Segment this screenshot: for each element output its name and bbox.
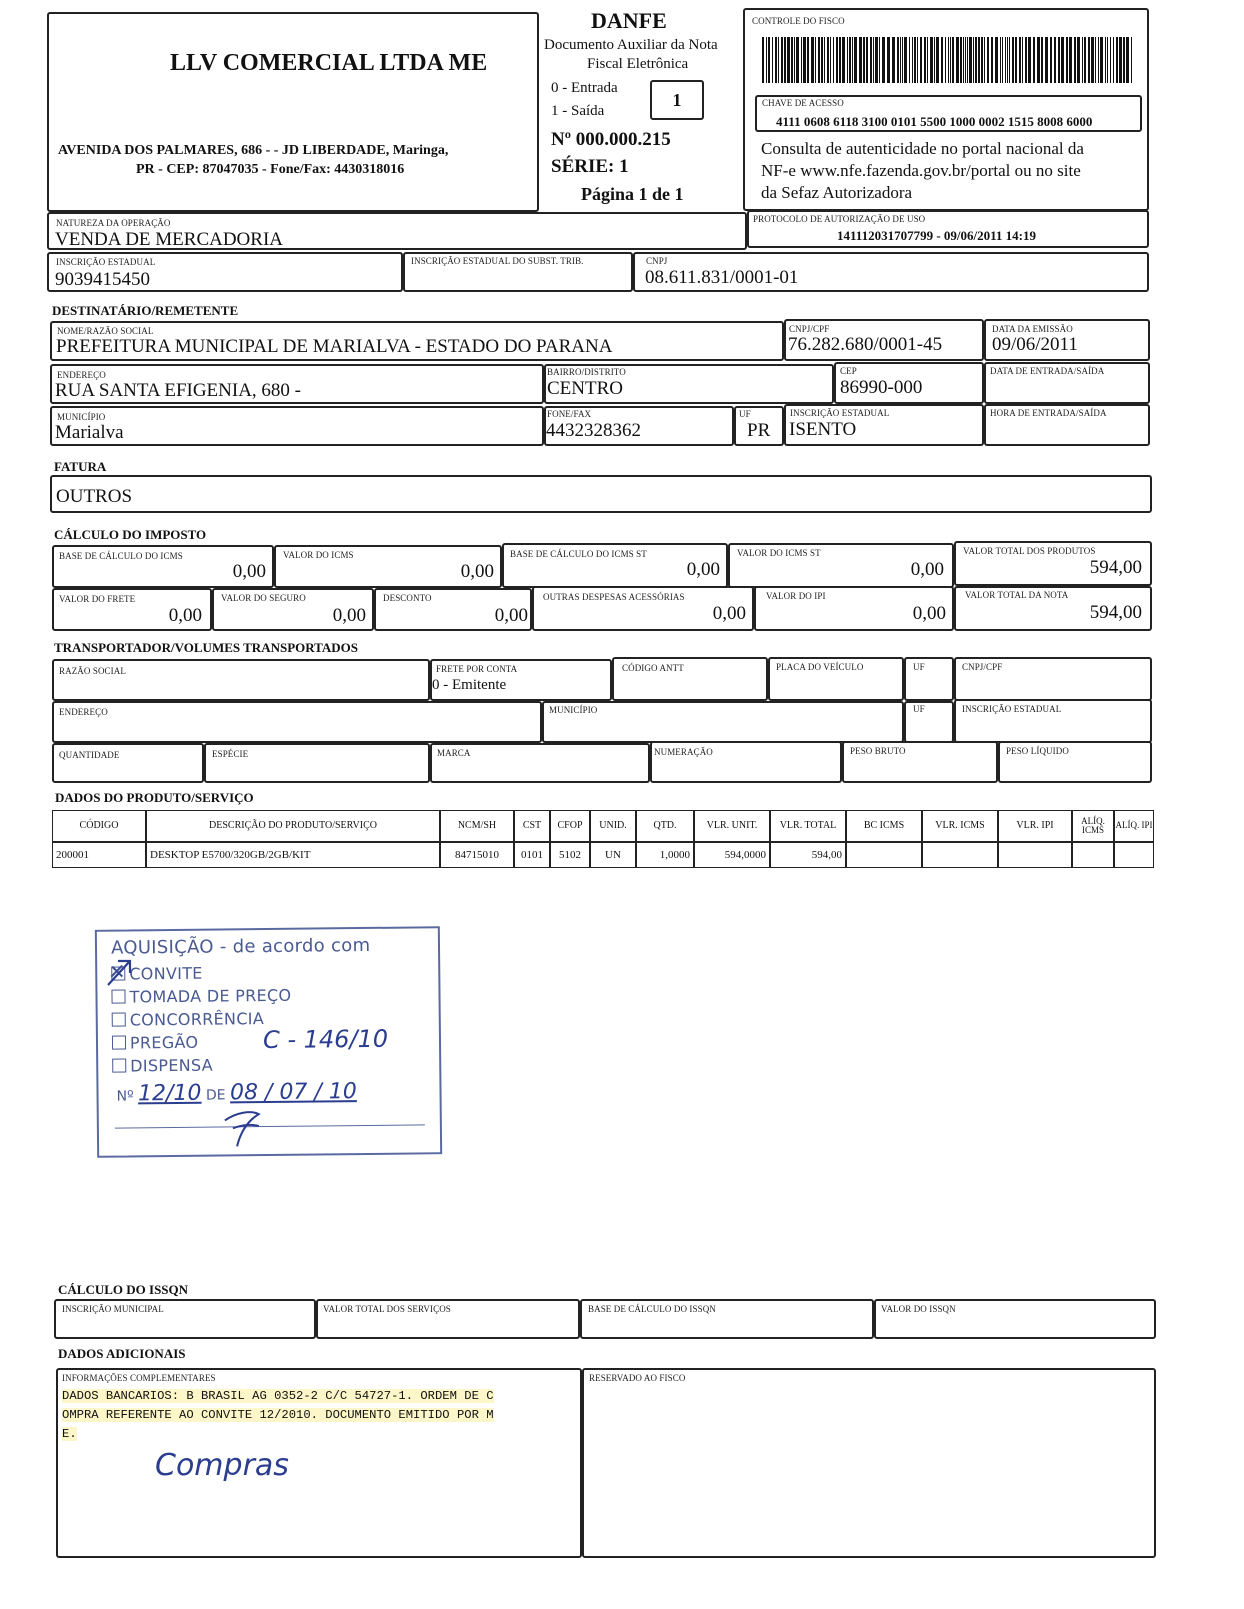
- transp-qtd-label: QUANTIDADE: [59, 750, 120, 760]
- stamp-concorrencia-label: CONCORRÊNCIA: [129, 1009, 265, 1030]
- barcode-bar: [924, 37, 926, 83]
- barcode-bar: [1058, 37, 1060, 83]
- barcode-bar: [772, 37, 773, 83]
- dest-uf-label: UF: [739, 409, 751, 419]
- issqn-servicos-label: VALOR TOTAL DOS SERVIÇOS: [323, 1304, 451, 1314]
- natureza-label: NATUREZA DA OPERAÇÃO: [56, 218, 171, 228]
- ie-st-label: INSCRIÇÃO ESTADUAL DO SUBST. TRIB.: [411, 256, 584, 266]
- barcode-bar: [1033, 37, 1035, 83]
- barcode-bar: [950, 37, 951, 83]
- adicionais-section-title: DADOS ADICIONAIS: [58, 1346, 186, 1361]
- v-prod-value: 594,00: [1089, 557, 1142, 578]
- barcode-bar: [917, 37, 918, 83]
- transp-endereco-label: ENDEREÇO: [59, 707, 108, 717]
- barcode-bar: [791, 37, 793, 83]
- barcode-bar: [762, 37, 764, 83]
- frete-value: 0,00: [168, 605, 202, 626]
- issqn-bc-label: BASE DE CÁLCULO DO ISSQN: [588, 1304, 716, 1314]
- td-aliq-icms: [1072, 842, 1114, 868]
- stamp-option-pregao: [112, 1033, 199, 1053]
- controle-fisco-label: CONTROLE DO FISCO: [752, 16, 845, 26]
- th-aliq-ipi: ALÍQ. IPI: [1114, 810, 1154, 842]
- barcode-bar: [811, 37, 814, 83]
- v-nota-value: 594,00: [1089, 602, 1142, 623]
- th-cfop: CFOP: [550, 810, 590, 842]
- reservado-fisco-label: RESERVADO AO FISCO: [589, 1373, 686, 1383]
- barcode-bar: [1131, 37, 1132, 83]
- barcode-bar: [842, 37, 845, 83]
- barcode-bar: [875, 37, 878, 83]
- barcode-bar: [833, 37, 834, 83]
- consulta-l1: Consulta de autenticidade no portal nacional da: [761, 139, 1084, 158]
- barcode-bar: [991, 37, 993, 83]
- stamp-pregao-label: PREGÃO: [129, 1032, 199, 1053]
- td-ncm: 84715010: [440, 842, 514, 868]
- dest-entsai-label: DATA DE ENTRADA/SAÍDA: [990, 366, 1105, 376]
- barcode-bar: [815, 37, 816, 83]
- barcode-bar: [803, 37, 806, 83]
- dest-cep-label: CEP: [840, 366, 857, 376]
- transp-placa-label: PLACA DO VEÍCULO: [776, 662, 864, 672]
- dest-cnpj-value: 76.282.680/0001-45: [788, 334, 943, 355]
- td-qtd: 1,0000: [636, 842, 694, 868]
- transp-municipio-label: MUNICÍPIO: [549, 705, 598, 715]
- barcode-bar: [909, 37, 910, 83]
- transporte-section-title: TRANSPORTADOR/VOLUMES TRANSPORTADOS: [54, 640, 359, 655]
- ie-label: INSCRIÇÃO ESTADUAL: [56, 257, 156, 267]
- stamp-title: AQUISIÇÃO - de acordo com: [110, 934, 371, 959]
- barcode-bar: [902, 37, 903, 83]
- v-nota-label: VALOR TOTAL DA NOTA: [965, 590, 1069, 600]
- desconto-label: DESCONTO: [383, 593, 432, 603]
- desconto-value: 0,00: [494, 605, 528, 626]
- barcode-bar: [1007, 37, 1008, 83]
- barcode-bar: [1009, 37, 1010, 83]
- destinatario-section-title: DESTINATÁRIO/REMETENTE: [52, 303, 239, 318]
- barcode-bar: [852, 37, 853, 83]
- barcode-bar: [870, 37, 872, 83]
- dest-bairro-label: BAIRRO/DISTRITO: [547, 367, 626, 377]
- stamp-de: DE: [205, 1087, 226, 1104]
- stamp-option-dispensa: [112, 1056, 213, 1076]
- v-st-label: VALOR DO ICMS ST: [737, 548, 821, 558]
- barcode-bar: [1123, 37, 1125, 83]
- barcode-bar: [969, 37, 972, 83]
- info-complementar-l1: DADOS BANCARIOS: B BRASIL AG 0352-2 C/C 54727-1. ORDEM DE C: [62, 1389, 494, 1403]
- dest-ie-value: ISENTO: [789, 419, 857, 440]
- barcode-bar: [927, 37, 928, 83]
- barcode-bar: [1050, 37, 1052, 83]
- barcode-bar: [821, 37, 823, 83]
- emitente-endereco-l2: PR - CEP: 87047035 - Fone/Fax: 4430318016: [136, 162, 405, 177]
- barcode-bar: [952, 37, 954, 83]
- transp-uf2-label: UF: [913, 704, 925, 714]
- barcode-bar: [781, 37, 783, 83]
- v-icms-label: VALOR DO ICMS: [283, 550, 354, 560]
- dest-municipio-value: Marialva: [55, 422, 124, 443]
- barcode-bar: [863, 37, 865, 83]
- checkbox-icon: [112, 1012, 126, 1026]
- barcode-bar: [920, 37, 922, 83]
- produtos-section-title: DADOS DO PRODUTO/SERVIÇO: [55, 790, 254, 805]
- imposto-section-title: CÁLCULO DO IMPOSTO: [54, 527, 207, 542]
- natureza-value: VENDA DE MERCADORIA: [55, 229, 283, 250]
- issqn-valor-label: VALOR DO ISSQN: [881, 1304, 956, 1314]
- barcode-bar: [1019, 37, 1021, 83]
- stamp-handwritten-ref: C - 146/10: [262, 1024, 389, 1055]
- dest-endereco-label: ENDEREÇO: [57, 370, 106, 380]
- reservado-fisco-box: [582, 1368, 1156, 1558]
- stamp-dispensa-label: DISPENSA: [130, 1055, 214, 1076]
- bc-st-value: 0,00: [686, 559, 720, 580]
- barcode-bar: [1105, 37, 1106, 83]
- dest-municipio-label: MUNICÍPIO: [57, 412, 106, 422]
- barcode-bar: [948, 37, 949, 83]
- th-qtd: QTD.: [636, 810, 694, 842]
- outras-value: 0,00: [712, 603, 746, 624]
- barcode-bar: [1002, 37, 1003, 83]
- transp-razao-label: RAZÃO SOCIAL: [59, 666, 126, 676]
- protocolo-value: 141112031707799 - 09/06/2011 14:19: [837, 228, 1036, 243]
- aquisicao-stamp: [95, 926, 442, 1158]
- barcode-bar: [1054, 37, 1056, 83]
- barcode-bar: [904, 37, 907, 83]
- barcode-bar: [882, 37, 885, 83]
- barcode-bar: [859, 37, 862, 83]
- transp-pl-label: PESO LÍQUIDO: [1006, 746, 1069, 756]
- barcode-bar: [914, 37, 916, 83]
- transp-especie-label: ESPÉCIE: [212, 749, 249, 759]
- th-vlr-ipi: VLR. IPI: [998, 810, 1072, 842]
- protocolo-label: PROTOCOLO DE AUTORIZAÇÃO DE USO: [753, 214, 926, 224]
- barcode-bar: [887, 37, 890, 83]
- barcode-bar: [978, 37, 980, 83]
- seguro-label: VALOR DO SEGURO: [221, 593, 306, 603]
- barcode-bar: [934, 37, 935, 83]
- fatura-section-title: FATURA: [54, 459, 107, 474]
- barcode-bar: [1045, 37, 1048, 83]
- transp-uf-box: [904, 657, 954, 701]
- barcode-bar: [936, 37, 939, 83]
- barcode-bar: [1107, 37, 1108, 83]
- bc-icms-label: BASE DE CÁLCULO DO ICMS: [59, 551, 183, 561]
- barcode-bar: [1022, 37, 1023, 83]
- danfe-tipo: 1: [672, 90, 682, 110]
- dest-municipio-box: [50, 406, 544, 446]
- ipi-label: VALOR DO IPI: [766, 591, 826, 601]
- chave-label: CHAVE DE ACESSO: [762, 98, 844, 108]
- dest-emissao-value: 09/06/2011: [992, 334, 1078, 355]
- transp-pb-label: PESO BRUTO: [850, 746, 906, 756]
- barcode-bar: [1005, 37, 1006, 83]
- barcode-bar: [1028, 37, 1031, 83]
- dest-fone-value: 4432328362: [546, 420, 641, 441]
- barcode-bar: [1077, 37, 1080, 83]
- dest-emissao-label: DATA DA EMISSÃO: [992, 324, 1073, 334]
- dest-hora-label: HORA DE ENTRADA/SAÍDA: [990, 408, 1107, 418]
- transp-qtd-box: [52, 743, 204, 783]
- barcode-bar: [995, 37, 998, 83]
- consulta-l2: NF-e www.nfe.fazenda.gov.br/portal ou no site: [761, 161, 1081, 180]
- barcode-bar: [1041, 37, 1043, 83]
- v-st-value: 0,00: [910, 559, 944, 580]
- barcode-bar: [787, 37, 790, 83]
- danfe-serie: SÉRIE: 1: [551, 156, 629, 177]
- outras-label: OUTRAS DESPESAS ACESSÓRIAS: [543, 592, 685, 602]
- dest-nome-value: PREFEITURA MUNICIPAL DE MARIALVA - ESTADO DO PARANA: [56, 336, 613, 357]
- barcode-bar: [839, 37, 841, 83]
- danfe-numero: Nº 000.000.215: [551, 129, 671, 150]
- barcode-bar: [1088, 37, 1090, 83]
- emitente-endereco-l1: AVENIDA DOS PALMARES, 686 - - JD LIBERDADE, Maringa,: [58, 143, 449, 158]
- barcode-bar: [807, 37, 809, 83]
- transp-marca-label: MARCA: [437, 748, 471, 758]
- td-codigo: 200001: [52, 842, 146, 868]
- th-vlr-icms: VLR. ICMS: [922, 810, 998, 842]
- barcode-bar: [973, 37, 974, 83]
- td-aliq-ipi: [1114, 842, 1154, 868]
- stamp-signature-line: [115, 1124, 425, 1128]
- issqn-section-title: CÁLCULO DO ISSQN: [58, 1282, 189, 1297]
- info-complementar-l2: OMPRA REFERENTE AO CONVITE 12/2010. DOCUMENTO EMITIDO POR M: [62, 1408, 494, 1422]
- th-cst: CST: [514, 810, 550, 842]
- td-vlr-ipi: [998, 842, 1072, 868]
- transp-cnpj-label: CNPJ/CPF: [962, 662, 1003, 672]
- barcode-bar: [1110, 37, 1111, 83]
- danfe-entrada: 0 - Entrada: [551, 80, 618, 96]
- stamp-convite-label: CONVITE: [129, 963, 203, 984]
- barcode-bar: [873, 37, 874, 83]
- barcode-bar: [801, 37, 802, 83]
- frete-label: VALOR DO FRETE: [59, 594, 136, 604]
- transp-uf2-box: [904, 701, 954, 743]
- barcode-bar: [897, 37, 899, 83]
- td-vlr-total: 594,00: [770, 842, 846, 868]
- barcode-bar: [1100, 37, 1103, 83]
- dest-endereco-value: RUA SANTA EFIGENIA, 680 -: [55, 380, 302, 401]
- barcode-bar: [778, 37, 779, 83]
- fatura-box: [50, 475, 1152, 513]
- th-bc-icms: BC ICMS: [846, 810, 922, 842]
- ie-value: 9039415450: [55, 269, 150, 290]
- th-unid: UNID.: [590, 810, 636, 842]
- barcode-bar: [981, 37, 983, 83]
- transp-uf-label: UF: [913, 662, 925, 672]
- barcode: [762, 37, 1134, 83]
- barcode-bar: [945, 37, 946, 83]
- barcode-bar: [1069, 37, 1072, 83]
- barcode-bar: [827, 37, 829, 83]
- barcode-bar: [1061, 37, 1064, 83]
- barcode-bar: [849, 37, 851, 83]
- danfe-subtitle-l2: Fiscal Eletrônica: [587, 56, 689, 72]
- bc-icms-value: 0,00: [232, 561, 266, 582]
- th-descricao: DESCRIÇÃO DO PRODUTO/SERVIÇO: [146, 810, 440, 842]
- emitente-box: [47, 12, 539, 212]
- barcode-bar: [879, 37, 880, 83]
- barcode-bar: [1066, 37, 1068, 83]
- barcode-bar: [900, 37, 901, 83]
- barcode-bar: [775, 37, 777, 83]
- fatura-value: OUTROS: [56, 486, 133, 507]
- danfe-subtitle-l1: Documento Auxiliar da Nota: [544, 37, 718, 53]
- dest-cep-value: 86990-000: [840, 377, 923, 398]
- barcode-bar: [768, 37, 770, 83]
- info-complementar-l3: E.: [62, 1427, 77, 1441]
- checkbox-icon: [111, 989, 125, 1003]
- stamp-option-concorrencia: [112, 1009, 264, 1030]
- barcode-bar: [965, 37, 966, 83]
- barcode-bar: [794, 37, 795, 83]
- v-prod-label: VALOR TOTAL DOS PRODUTOS: [963, 546, 1096, 556]
- barcode-bar: [984, 37, 985, 83]
- td-bc-icms: [846, 842, 922, 868]
- issqn-im-label: INSCRIÇÃO MUNICIPAL: [62, 1304, 164, 1314]
- consulta-l3: da Sefaz Autorizadora: [761, 183, 913, 202]
- transp-antt-label: CÓDIGO ANTT: [622, 663, 684, 673]
- barcode-bar: [1126, 37, 1129, 83]
- dest-nome-label: NOME/RAZÃO SOCIAL: [57, 326, 154, 336]
- dest-ie-label: INSCRIÇÃO ESTADUAL: [790, 408, 890, 418]
- danfe-title: DANFE: [591, 8, 667, 33]
- barcode-bar: [930, 37, 933, 83]
- stamp-tomada-label: TOMADA DE PREÇO: [129, 985, 292, 1007]
- barcode-bar: [854, 37, 857, 83]
- barcode-bar: [766, 37, 767, 83]
- barcode-bar: [1000, 37, 1001, 83]
- transp-frete-label: FRETE POR CONTA: [436, 664, 518, 674]
- barcode-bar: [818, 37, 820, 83]
- barcode-bar: [1113, 37, 1114, 83]
- dest-fone-label: FONE/FAX: [547, 409, 592, 419]
- td-unid: UN: [590, 842, 636, 868]
- barcode-bar: [1098, 37, 1099, 83]
- th-codigo: CÓDIGO: [52, 810, 146, 842]
- barcode-bar: [866, 37, 868, 83]
- bc-st-label: BASE DE CÁLCULO DO ICMS ST: [510, 549, 647, 559]
- barcode-bar: [975, 37, 977, 83]
- barcode-bar: [830, 37, 831, 83]
- barcode-bar: [1091, 37, 1094, 83]
- transp-frete-value: 0 - Emitente: [432, 677, 507, 693]
- emitente-razao-social: LLV COMERCIAL LTDA ME: [170, 50, 488, 76]
- barcode-bar: [1012, 37, 1014, 83]
- td-descricao: DESKTOP E5700/320GB/2GB/KIT: [146, 842, 440, 868]
- stamp-signature: [219, 1100, 270, 1151]
- transp-numeracao-label: NUMERAÇÃO: [654, 747, 713, 757]
- stamp-data: 08 / 07 / 10: [229, 1079, 357, 1106]
- info-complementar-label: INFORMAÇÕES COMPLEMENTARES: [62, 1373, 216, 1383]
- th-aliq-icms: ALÍQ. ICMS: [1072, 810, 1114, 842]
- barcode-bar: [824, 37, 825, 83]
- td-vlr-icms: [922, 842, 998, 868]
- v-icms-value: 0,00: [460, 561, 494, 582]
- barcode-bar: [967, 37, 968, 83]
- barcode-bar: [956, 37, 959, 83]
- dest-bairro-value: CENTRO: [547, 378, 623, 399]
- danfe-pagina: Página 1 de 1: [581, 184, 684, 204]
- td-vlr-unit: 594,0000: [694, 842, 770, 868]
- barcode-bar: [941, 37, 943, 83]
- handwritten-compras: Compras: [155, 1448, 289, 1483]
- dest-uf-value: PR: [747, 420, 771, 441]
- ipi-value: 0,00: [912, 603, 946, 624]
- barcode-bar: [1082, 37, 1083, 83]
- stamp-numero: 12/10: [137, 1080, 202, 1107]
- chave-acesso: 4111 0608 6118 3100 0101 5500 1000 0002 1515 8008 6000: [776, 114, 1093, 129]
- th-ncm: NCM/SH: [440, 810, 514, 842]
- barcode-bar: [1116, 37, 1118, 83]
- stamp-numero-prefix: Nº: [116, 1088, 134, 1105]
- barcode-bar: [1095, 37, 1096, 83]
- th-vlr-unit: VLR. UNIT.: [694, 810, 770, 842]
- seguro-value: 0,00: [332, 605, 366, 626]
- barcode-bar: [1084, 37, 1086, 83]
- barcode-bar: [987, 37, 989, 83]
- barcode-bar: [1015, 37, 1017, 83]
- th-vlr-total: VLR. TOTAL: [770, 810, 846, 842]
- barcode-bar: [1119, 37, 1122, 83]
- barcode-bar: [960, 37, 962, 83]
- checkbox-icon: [112, 1035, 126, 1049]
- barcode-bar: [1037, 37, 1040, 83]
- barcode-bar: [1074, 37, 1076, 83]
- transp-endereco-box: [52, 701, 542, 743]
- barcode-bar: [1025, 37, 1027, 83]
- barcode-bar: [847, 37, 848, 83]
- checkbox-icon: [112, 1058, 126, 1072]
- td-cst: 0101: [514, 842, 550, 868]
- barcode-bar: [963, 37, 964, 83]
- barcode-bar: [796, 37, 799, 83]
- barcode-bar: [912, 37, 913, 83]
- dest-cnpj-label: CNPJ/CPF: [789, 324, 830, 334]
- barcode-bar: [784, 37, 786, 83]
- td-cfop: 5102: [550, 842, 590, 868]
- cnpj-emit-label: CNPJ: [646, 256, 668, 266]
- cnpj-emit-value: 08.611.831/0001-01: [645, 267, 799, 288]
- stamp-arrow-mark: [104, 955, 144, 989]
- danfe-saida: 1 - Saída: [551, 103, 605, 119]
- transp-ie-label: INSCRIÇÃO ESTADUAL: [962, 704, 1062, 714]
- barcode-bar: [892, 37, 895, 83]
- barcode-bar: [836, 37, 838, 83]
